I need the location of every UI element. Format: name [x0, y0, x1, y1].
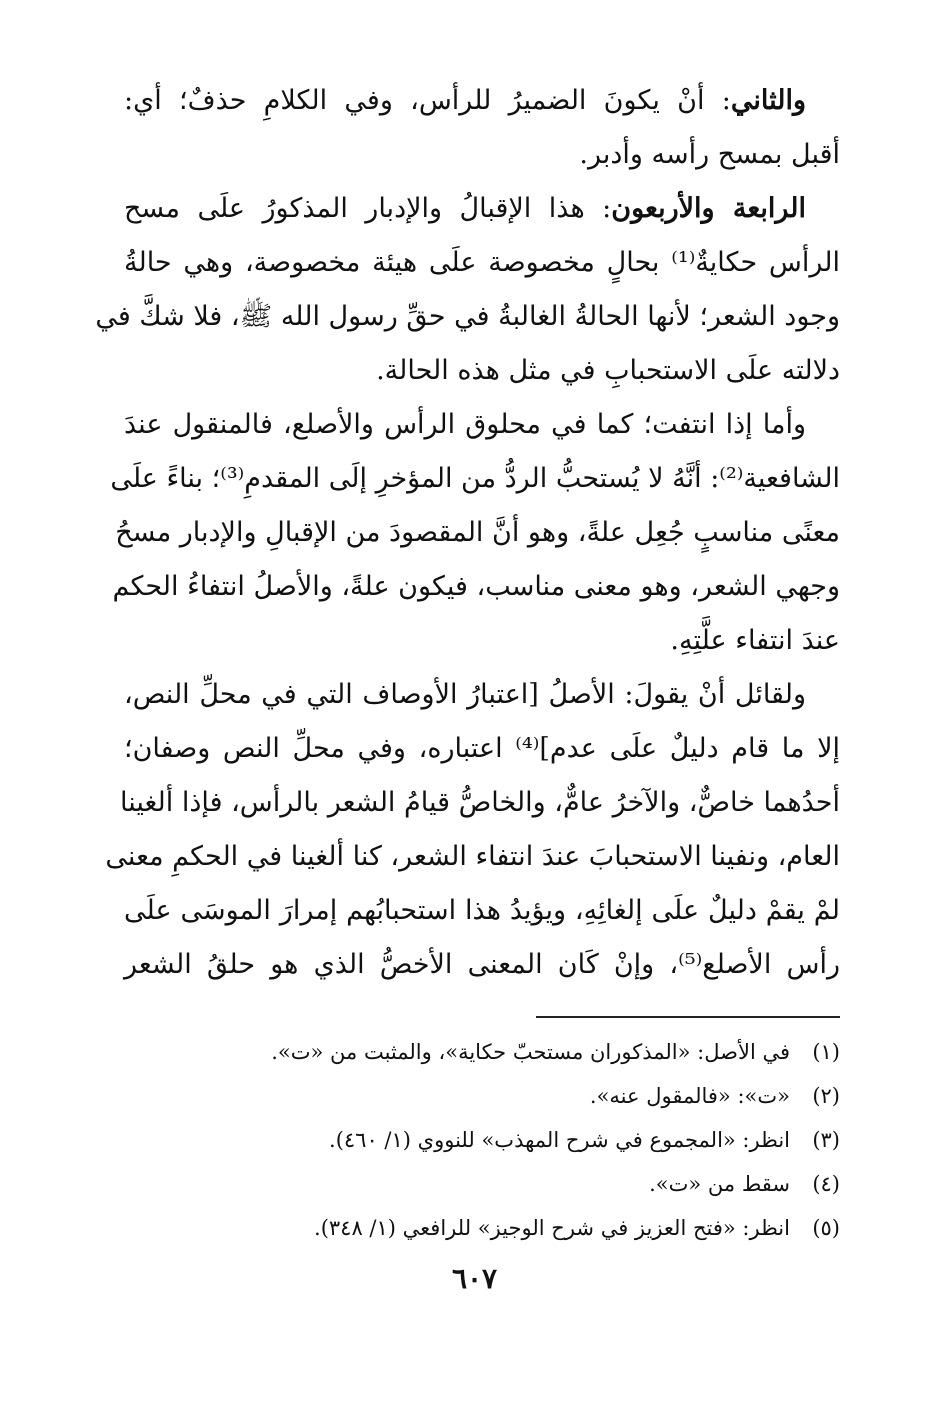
text-line: وجود الشعر؛ لأنها الحالةُ الغالبةُ في حقِّ رسول الله ﷺ، فلا شكَّ في — [95, 301, 840, 332]
footnote-text: سقط من «ت». — [649, 1172, 790, 1196]
footnote — [124, 1118, 840, 1162]
footnote — [124, 1030, 840, 1074]
footnote — [124, 1074, 840, 1118]
text-line: عندَ انتفاء علَّتِهِ. — [670, 625, 840, 656]
text-line: رأس الأصلع⁽⁵⁾، وإنْ كَان المعنى الأخصُّ الذي هو حلقُ الشعر — [124, 949, 840, 980]
paragraph-heading: الرابعة والأربعون — [611, 193, 806, 224]
footnote-text: انظر: «فتح العزيز في شرح الوجيز» للرافعي (١/ ٣٤٨). — [314, 1216, 790, 1240]
text-line: لمْ يقمْ دليلٌ علَى إلغائِهِ، ويؤيدُ هذا استحبابُهم إمرارَ الموسَى علَى — [124, 895, 840, 926]
text-line: إلا ما قام دليلٌ علَى عدم]⁽⁴⁾ اعتباره، وفي محلِّ النص وصفان؛ — [124, 733, 841, 764]
footnote-number: (١) — [812, 1040, 840, 1064]
footnotes — [124, 1030, 840, 1250]
footnote-separator — [536, 1016, 840, 1018]
text-line — [124, 74, 840, 128]
footnote-number: (٤) — [812, 1172, 840, 1196]
footnote-text: انظر: «المجموع في شرح المهذب» للنووي (١/ ٤٦٠). — [329, 1128, 790, 1152]
text-run: : أنْ يكونَ الضميرُ للرأس، وفي الكلامِ حذفٌ؛ أي: — [124, 85, 731, 116]
main-text — [95, 74, 841, 992]
text-line: الرأس حكايةٌ⁽¹⁾ بحالٍ مخصوصة علَى هيئة مخصوصة، وهي حالةُ — [124, 247, 841, 278]
footnote-number: (٢) — [812, 1084, 840, 1108]
footnote-number: (٣) — [812, 1128, 840, 1152]
footnote-number: (٥) — [812, 1216, 840, 1240]
text-line: معنًى مناسبٍ جُعِل علةً، وهو أنَّ المقصودَ من الإقبالِ والإدبار مسحُ — [115, 517, 840, 548]
text-line: العام، ونفينا الاستحبابَ عندَ انتفاء الشعر، كنا ألغينا في الحكمِ معنى — [105, 841, 840, 872]
footnote-text: في الأصل: «المذكوران مستحبّ حكاية»، والمثبت من «ت». — [271, 1040, 790, 1064]
text-line: وأما إذا انتفت؛ كما في محلوق الرأس والأصلع، فالمنقول عندَ — [124, 409, 806, 440]
text-line — [124, 182, 840, 236]
text-line: الشافعية⁽²⁾: أنَّهُ لا يُستحبُّ الردُّ من المؤخرِ إلَى المقدمِ⁽³⁾؛ بناءً علَى — [110, 463, 840, 494]
page-number: ٦٠٧ — [451, 1262, 498, 1295]
text-line: أحدُهما خاصٌّ، والآخرُ عامٌّ، والخاصُّ قيامُ الشعر بالرأس، فإذا ألغينا — [119, 787, 840, 818]
text-line: أقبل بمسح رأسه وأدبر. — [579, 139, 840, 170]
footnote — [124, 1206, 840, 1250]
paragraph-heading: والثاني — [730, 85, 806, 116]
text-line: وجهي الشعر، وهو معنى مناسب، فيكون علةً، والأصلُ انتفاءُ الحكم — [112, 571, 840, 602]
footnote-text: «ت»: «فالمقول عنه». — [589, 1084, 790, 1108]
text-line: ولقائل أنْ يقولَ: الأصلُ [اعتبارُ الأوصاف التي في محلِّ النص، — [124, 679, 806, 710]
footnote — [124, 1162, 840, 1206]
text-run: : هذا الإقبالُ والإدبار المذكورُ علَى مسح — [124, 193, 612, 224]
text-line: دلالته علَى الاستحبابِ في مثل هذه الحالة. — [376, 355, 840, 386]
